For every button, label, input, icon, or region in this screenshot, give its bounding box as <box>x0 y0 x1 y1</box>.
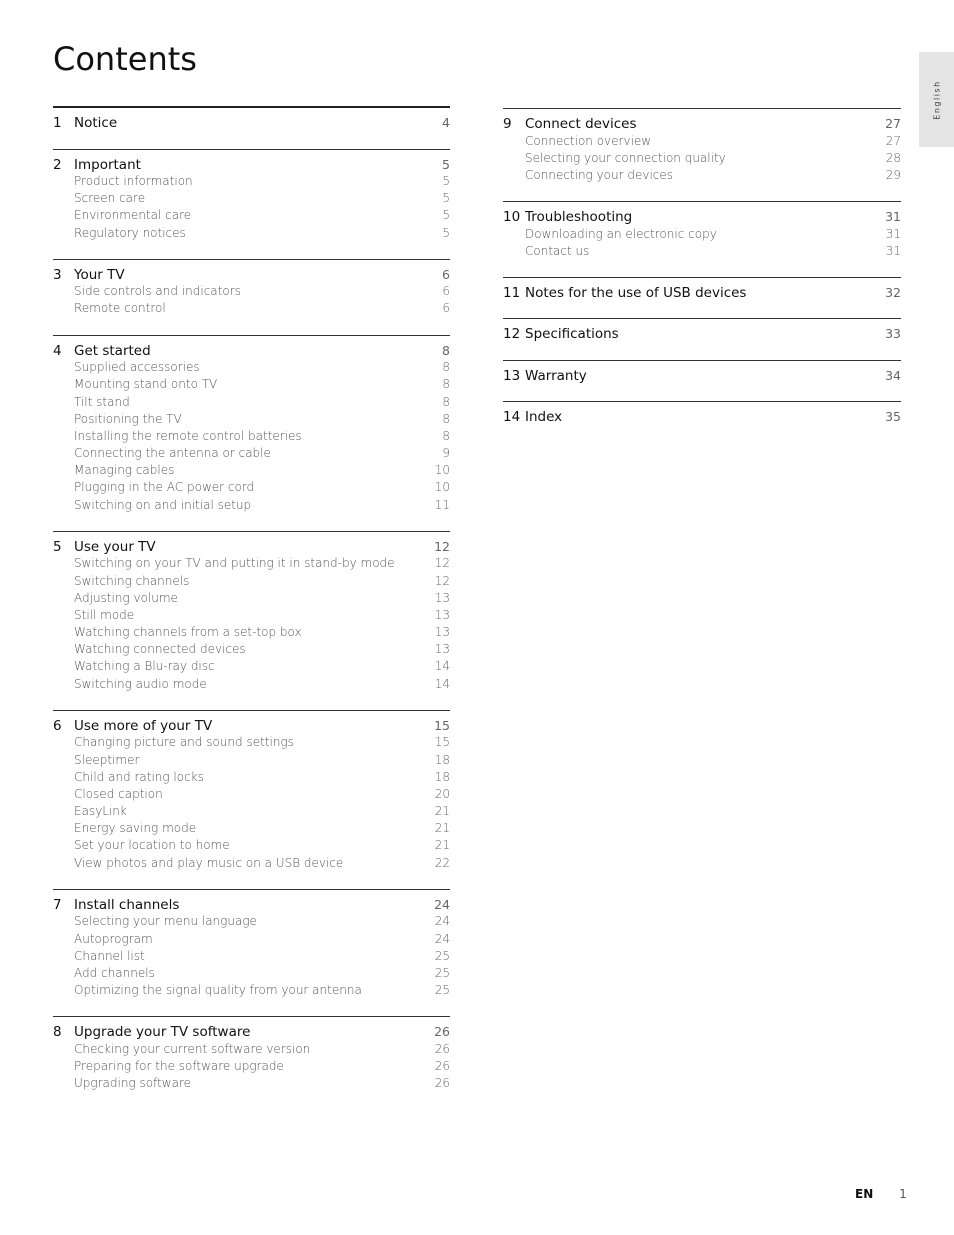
subentry-title: Set your location to home <box>74 838 230 853</box>
subentry-title: Switching channels <box>74 573 190 588</box>
toc-subentry[interactable] <box>53 676 450 693</box>
chapter-page-number: 33 <box>885 326 901 342</box>
subentry-page-number: 25 <box>434 948 450 963</box>
chapter-title: Troubleshooting <box>525 209 633 226</box>
subentry-page-number: 26 <box>434 1041 450 1056</box>
toc-subentry[interactable] <box>53 573 450 590</box>
toc-subentry[interactable] <box>53 734 450 751</box>
subentry-title: Connecting the antenna or cable <box>74 446 271 461</box>
toc-subentry[interactable] <box>53 786 450 803</box>
subentry-title: Energy saving mode <box>74 821 197 836</box>
toc-subentry[interactable] <box>53 820 450 837</box>
chapter-title: Notice <box>74 115 118 131</box>
subentry-title: Product information <box>74 174 193 188</box>
toc-section <box>53 889 450 1016</box>
chapter-number: 5 <box>53 538 62 555</box>
chapter-number: 13 <box>503 367 521 384</box>
toc-chapter-entry[interactable] <box>53 114 450 132</box>
language-tab-label: English <box>932 79 941 120</box>
toc-subentry[interactable] <box>53 173 450 190</box>
toc-subentry[interactable] <box>53 190 450 207</box>
toc-subentry[interactable] <box>53 607 450 624</box>
toc-chapter-entry[interactable] <box>53 1023 450 1041</box>
toc-subentry[interactable] <box>53 931 450 948</box>
toc-subentry[interactable] <box>53 913 450 930</box>
toc-subentry[interactable] <box>503 226 901 243</box>
subentry-title: View photos and play music on a USB device <box>74 855 344 870</box>
subentry-page-number: 8 <box>442 428 450 443</box>
subentry-title: Switching on your TV and putting it in stand-by mode <box>74 556 395 571</box>
chapter-number: 4 <box>53 342 62 359</box>
chapter-page-number: 34 <box>885 367 901 383</box>
toc-subentry[interactable] <box>53 769 450 786</box>
page-title: Contents <box>53 40 197 78</box>
subentry-page-number: 13 <box>434 625 450 640</box>
subentry-page-number: 29 <box>885 167 901 182</box>
toc-subentry[interactable] <box>53 1075 450 1092</box>
subentry-page-number: 25 <box>434 965 450 980</box>
language-tab <box>919 52 954 147</box>
toc-subentry[interactable] <box>53 428 450 445</box>
toc-chapter-entry[interactable] <box>53 266 450 284</box>
subentry-page-number: 15 <box>434 735 450 750</box>
toc-subentry[interactable] <box>53 855 450 872</box>
subentry-page-number: 14 <box>434 676 450 691</box>
subentry-title: Upgrading software <box>74 1076 191 1091</box>
subentry-title: Selecting your connection quality <box>525 150 726 165</box>
subentry-title: Adjusting volume <box>74 590 178 605</box>
subentry-page-number: 12 <box>434 556 450 571</box>
chapter-title: Specifications <box>525 326 619 343</box>
toc-subentry[interactable] <box>53 359 450 376</box>
chapter-page-number: 6 <box>442 266 450 282</box>
subentry-page-number: 31 <box>885 226 901 241</box>
toc-subentry[interactable] <box>53 965 450 982</box>
chapter-number: 1 <box>53 115 62 131</box>
toc-chapter-entry[interactable] <box>503 208 901 226</box>
subentry-title: Tilt stand <box>74 394 130 409</box>
chapter-page-number: 12 <box>434 538 450 554</box>
subentry-page-number: 10 <box>434 463 450 478</box>
toc-chapter-entry[interactable] <box>503 408 901 426</box>
toc-subentry[interactable] <box>53 462 450 479</box>
toc-section <box>53 149 450 259</box>
toc-section <box>53 531 450 710</box>
toc-section <box>53 1016 450 1109</box>
chapter-page-number: 15 <box>434 717 450 733</box>
subentry-title: Positioning the TV <box>74 411 182 426</box>
toc-subentry[interactable] <box>53 641 450 658</box>
subentry-page-number: 13 <box>434 642 450 657</box>
subentry-title: Optimizing the signal quality from your antenna <box>74 983 362 998</box>
chapter-page-number: 32 <box>885 284 901 300</box>
chapter-number: 14 <box>503 409 521 426</box>
toc-subentry[interactable] <box>53 1041 450 1058</box>
chapter-number: 2 <box>53 156 62 173</box>
chapter-page-number: 5 <box>442 156 450 172</box>
subentry-title: Remote control <box>74 301 166 316</box>
chapter-title: Connect devices <box>525 116 637 132</box>
subentry-page-number: 5 <box>442 225 450 240</box>
toc-right-column <box>503 108 901 443</box>
footer-language: EN <box>855 1187 874 1201</box>
subentry-page-number: 8 <box>442 394 450 409</box>
toc-section <box>503 318 901 360</box>
toc-subentry[interactable] <box>53 982 450 999</box>
chapter-page-number: 31 <box>885 209 901 225</box>
subentry-title: Watching connected devices <box>74 642 246 657</box>
subentry-page-number: 24 <box>434 914 450 929</box>
toc-subentry[interactable] <box>53 411 450 428</box>
chapter-title: Upgrade your TV software <box>74 1024 251 1041</box>
subentry-title: Regulatory notices <box>74 225 186 240</box>
toc-section <box>53 710 450 889</box>
subentry-page-number: 24 <box>434 931 450 946</box>
toc-section <box>53 106 450 149</box>
subentry-page-number: 5 <box>442 191 450 206</box>
chapter-page-number: 8 <box>442 342 450 358</box>
subentry-title: Switching on and initial setup <box>74 497 252 512</box>
subentry-title: Changing picture and sound settings <box>74 735 294 750</box>
toc-section <box>53 259 450 335</box>
toc-chapter-entry[interactable] <box>53 538 450 556</box>
toc-subentry[interactable] <box>53 300 450 317</box>
chapter-number: 11 <box>503 284 521 301</box>
toc-subentry[interactable] <box>503 243 901 260</box>
chapter-title: Use more of your TV <box>74 717 213 734</box>
chapter-number: 9 <box>503 116 512 132</box>
subentry-page-number: 11 <box>434 497 450 512</box>
toc-subentry[interactable] <box>53 624 450 641</box>
toc-section <box>503 277 901 319</box>
subentry-page-number: 26 <box>434 1076 450 1091</box>
chapter-number: 8 <box>53 1024 62 1041</box>
subentry-page-number: 20 <box>434 786 450 801</box>
subentry-title: Downloading an electronic copy <box>525 226 717 241</box>
toc-subentry[interactable] <box>53 479 450 496</box>
toc-subentry[interactable] <box>503 133 901 150</box>
subentry-page-number: 28 <box>885 150 901 165</box>
subentry-title: Autoprogram <box>74 931 153 946</box>
subentry-page-number: 21 <box>434 838 450 853</box>
subentry-title: Installing the remote control batteries <box>74 428 302 443</box>
chapter-title: Use your TV <box>74 538 156 555</box>
toc-chapter-entry[interactable] <box>503 284 901 302</box>
chapter-title: Warranty <box>525 367 587 384</box>
subentry-title: Supplied accessories <box>74 360 200 375</box>
subentry-page-number: 6 <box>442 301 450 316</box>
subentry-title: Child and rating locks <box>74 769 204 784</box>
subentry-page-number: 5 <box>442 208 450 223</box>
chapter-number: 12 <box>503 326 521 343</box>
subentry-page-number: 18 <box>434 752 450 767</box>
subentry-page-number: 8 <box>442 411 450 426</box>
subentry-page-number: 21 <box>434 821 450 836</box>
toc-section <box>503 201 901 277</box>
subentry-title: Connection overview <box>525 133 652 148</box>
subentry-title: Sleeptimer <box>74 752 140 767</box>
subentry-page-number: 5 <box>442 174 450 188</box>
toc-chapter-entry[interactable] <box>503 367 901 385</box>
toc-subentry[interactable] <box>53 225 450 242</box>
chapter-page-number: 26 <box>434 1024 450 1040</box>
subentry-title: Checking your current software version <box>74 1041 311 1056</box>
subentry-title: Watching a Blu-ray disc <box>74 659 215 674</box>
toc-section <box>503 401 901 443</box>
chapter-title: Get started <box>74 342 151 359</box>
chapter-title: Install channels <box>74 896 180 913</box>
chapter-number: 10 <box>503 209 521 226</box>
subentry-title: Still mode <box>74 607 135 622</box>
toc-section <box>503 360 901 402</box>
footer-page-number: 1 <box>899 1187 907 1201</box>
toc-subentry[interactable] <box>503 150 901 167</box>
chapter-number: 7 <box>53 896 62 913</box>
subentry-title: Channel list <box>74 948 145 963</box>
subentry-title: Watching channels from a set-top box <box>74 625 302 640</box>
subentry-title: Plugging in the AC power cord <box>74 480 255 495</box>
toc-chapter-entry[interactable] <box>53 156 450 174</box>
subentry-page-number: 8 <box>442 377 450 392</box>
subentry-page-number: 18 <box>434 769 450 784</box>
subentry-page-number: 9 <box>442 446 450 461</box>
toc-chapter-entry[interactable] <box>53 342 450 360</box>
subentry-page-number: 22 <box>434 855 450 870</box>
toc-subentry[interactable] <box>53 837 450 854</box>
toc-subentry[interactable] <box>53 207 450 224</box>
chapter-title: Notes for the use of USB devices <box>525 284 747 301</box>
toc-chapter-entry[interactable] <box>53 896 450 914</box>
toc-section <box>503 108 901 201</box>
subentry-title: Contact us <box>525 243 590 258</box>
subentry-page-number: 8 <box>442 360 450 375</box>
chapter-page-number: 4 <box>442 115 450 130</box>
subentry-title: Environmental care <box>74 208 192 223</box>
subentry-title: Switching audio mode <box>74 676 207 691</box>
toc-subentry[interactable] <box>53 445 450 462</box>
toc-subentry[interactable] <box>53 803 450 820</box>
subentry-title: Preparing for the software upgrade <box>74 1058 284 1073</box>
chapter-page-number: 24 <box>434 896 450 912</box>
subentry-page-number: 21 <box>434 804 450 819</box>
subentry-page-number: 10 <box>434 480 450 495</box>
subentry-page-number: 27 <box>885 133 901 148</box>
toc-chapter-entry[interactable] <box>53 717 450 735</box>
toc-chapter-entry[interactable] <box>503 115 901 133</box>
toc-subentry[interactable] <box>53 1058 450 1075</box>
chapter-number: 3 <box>53 266 62 283</box>
subentry-title: Closed caption <box>74 786 163 801</box>
toc-section <box>53 335 450 531</box>
toc-subentry[interactable] <box>53 394 450 411</box>
toc-left-column <box>53 106 450 1109</box>
chapter-number: 6 <box>53 717 62 734</box>
subentry-page-number: 31 <box>885 243 901 258</box>
subentry-title: Selecting your menu language <box>74 914 257 929</box>
subentry-title: EasyLink <box>74 804 127 819</box>
subentry-page-number: 25 <box>434 983 450 998</box>
toc-subentry[interactable] <box>53 752 450 769</box>
toc-subentry[interactable] <box>53 497 450 514</box>
toc-subentry[interactable] <box>503 167 901 184</box>
toc-subentry[interactable] <box>53 555 450 572</box>
subentry-title: Connecting your devices <box>525 167 674 182</box>
toc-subentry[interactable] <box>53 590 450 607</box>
subentry-page-number: 13 <box>434 590 450 605</box>
subentry-page-number: 26 <box>434 1058 450 1073</box>
subentry-title: Side controls and indicators <box>74 284 241 299</box>
toc-subentry[interactable] <box>53 376 450 393</box>
chapter-title: Index <box>525 409 563 426</box>
toc-subentry[interactable] <box>53 948 450 965</box>
chapter-title: Your TV <box>74 266 125 283</box>
page-footer <box>855 1187 907 1201</box>
subentry-title: Screen care <box>74 191 146 206</box>
toc-chapter-entry[interactable] <box>503 325 901 343</box>
subentry-page-number: 13 <box>434 607 450 622</box>
subentry-page-number: 14 <box>434 659 450 674</box>
subentry-title: Add channels <box>74 965 155 980</box>
chapter-page-number: 27 <box>885 116 901 131</box>
subentry-page-number: 12 <box>434 573 450 588</box>
toc-subentry[interactable] <box>53 283 450 300</box>
chapter-title: Important <box>74 156 141 173</box>
chapter-page-number: 35 <box>885 409 901 425</box>
subentry-title: Managing cables <box>74 463 175 478</box>
toc-subentry[interactable] <box>53 658 450 675</box>
subentry-page-number: 6 <box>442 284 450 299</box>
subentry-title: Mounting stand onto TV <box>74 377 218 392</box>
